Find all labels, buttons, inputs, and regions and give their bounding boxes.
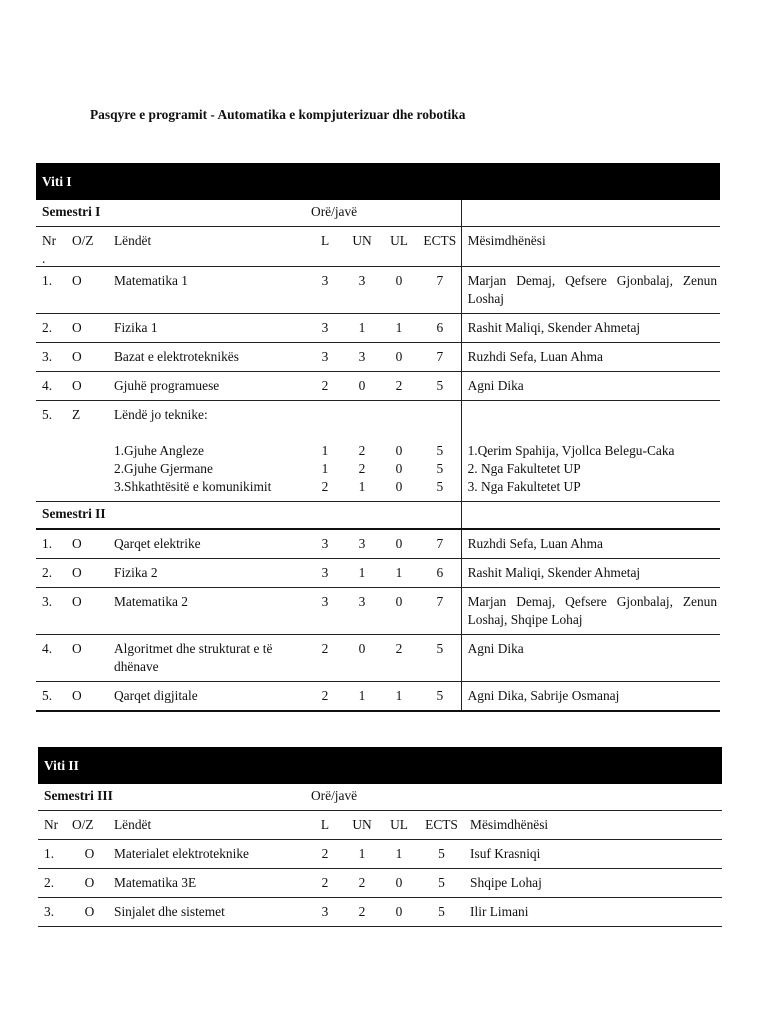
table-row: 1. O Matematika 1 3 3 0 7 Marjan Demaj, Qefsere Gjonbalaj, Zenun Loshaj [36,267,720,314]
semester-1-label: Semestri I [36,200,305,227]
teacher-names: Agni Dika [461,635,720,682]
col-nr: Nr [38,811,68,840]
table-row: 2. O Fizika 2 3 1 1 6 Rashit Maliqi, Skender Ahmetaj [36,559,720,588]
course-name: Sinjalet dhe sistemet [108,898,305,927]
col-lendet: Lëndët [108,227,305,267]
teacher-names: Ruzhdi Sefa, Luan Ahma [461,529,720,559]
table-row: 5. O Qarqet digjitale 2 1 1 5 Agni Dika, Sabrije Osmanaj [36,682,720,712]
column-header-row [38,811,722,840]
table-row: 1. O Materialet elektroteknike 2 1 1 5 Isuf Krasniqi [38,840,722,869]
course-name: Fizika 1 [108,314,305,343]
col-oz: O/Z [68,227,108,267]
course-name: Matematika 2 [108,588,305,635]
semester-1-row [36,200,720,227]
year-2-section [38,747,722,927]
col-un: UN [342,811,379,840]
course-name: Lëndë jo teknike: 1.Gjuhe Angleze 2.Gjuhe Gjermane 3.Shkathtësitë e komunikimit [108,401,305,502]
course-name: Gjuhë programuese [108,372,305,401]
course-name: Qarqet digjitale [108,682,305,712]
teacher-names: 1.Qerim Spahija, Vjollca Belegu-Caka 2. Nga Fakultetet UP 3. Nga Fakultetet UP [461,401,720,502]
col-un: UN [342,227,379,267]
col-ul: UL [379,227,416,267]
col-ects: ECTS [416,811,464,840]
col-mesimdhenesi: Mësimdhënësi [464,811,722,840]
semester-3-row [38,784,722,811]
page-title: Pasqyre e programit - Automatika e kompjuterizuar dhe robotika [90,107,466,122]
table-row: 2. O Matematika 3E 2 2 0 5 Shqipe Lohaj [38,869,722,898]
table-row: 3. O Bazat e elektroteknikës 3 3 0 7 Ruzhdi Sefa, Luan Ahma [36,343,720,372]
year-2-table [38,784,722,927]
column-header-row [36,227,720,267]
course-name: Qarqet elektrike [108,529,305,559]
table-row: 1. O Qarqet elektrike 3 3 0 7 Ruzhdi Sefa, Luan Ahma [36,529,720,559]
semester-3-label: Semestri III [38,784,305,811]
teacher-names: Ruzhdi Sefa, Luan Ahma [461,343,720,372]
hours-per-week-label: Orë/javë [305,784,464,811]
table-row: 3. O Sinjalet dhe sistemet 3 2 0 5 Ilir Limani [38,898,722,927]
year-1-section [36,163,720,712]
course-name: Matematika 3E [108,869,305,898]
course-name: Fizika 2 [108,559,305,588]
year-1-header: Viti I [36,163,720,200]
teacher-names: Ilir Limani [464,898,722,927]
table-row: 4. O Gjuhë programuese 2 0 2 5 Agni Dika [36,372,720,401]
table-row: 4. O Algoritmet dhe strukturat e të dhënave 2 0 2 5 Agni Dika [36,635,720,682]
table-row-elective: 5. Z Lëndë jo teknike: 1.Gjuhe Angleze 2.Gjuhe Gjermane 3.Shkathtësitë e komunikimit 1 1 2 2 2 1 0 0 0 5 5 5 1.Qerim Spahija, Vjollca Belegu-Caka 2. Nga Fakultetet UP 3. Nga Fakultetet UP [36,401,720,502]
col-lendet: Lëndët [108,811,305,840]
teacher-names: Shqipe Lohaj [464,869,722,898]
col-ects: ECTS [416,227,461,267]
year-2-header: Viti II [38,747,722,784]
col-oz: O/Z [68,811,108,840]
course-name: Matematika 1 [108,267,305,314]
teacher-names: Marjan Demaj, Qefsere Gjonbalaj, Zenun Loshaj [461,267,720,314]
teacher-names: Rashit Maliqi, Skender Ahmetaj [461,314,720,343]
course-name: Materialet elektroteknike [108,840,305,869]
teacher-names: Isuf Krasniqi [464,840,722,869]
col-l: L [305,227,342,267]
col-l: L [305,811,342,840]
teacher-names: Marjan Demaj, Qefsere Gjonbalaj, Zenun Loshaj, Shqipe Lohaj [461,588,720,635]
table-row: 3. O Matematika 2 3 3 0 7 Marjan Demaj, Qefsere Gjonbalaj, Zenun Loshaj, Shqipe Lohaj [36,588,720,635]
table-row: 2. O Fizika 1 3 1 1 6 Rashit Maliqi, Skender Ahmetaj [36,314,720,343]
teacher-names: Agni Dika, Sabrije Osmanaj [461,682,720,712]
course-name: Bazat e elektroteknikës [108,343,305,372]
semester-2-row [36,502,720,530]
teacher-names: Rashit Maliqi, Skender Ahmetaj [461,559,720,588]
hours-per-week-label: Orë/javë [305,200,461,227]
semester-2-label: Semestri II [36,502,305,530]
col-ul: UL [379,811,416,840]
col-nr: Nr . [36,227,68,267]
course-name: Algoritmet dhe strukturat e të dhënave [108,635,305,682]
col-mesimdhenesi: Mësimdhënësi [461,227,720,267]
teacher-names: Agni Dika [461,372,720,401]
year-1-table [36,200,720,712]
